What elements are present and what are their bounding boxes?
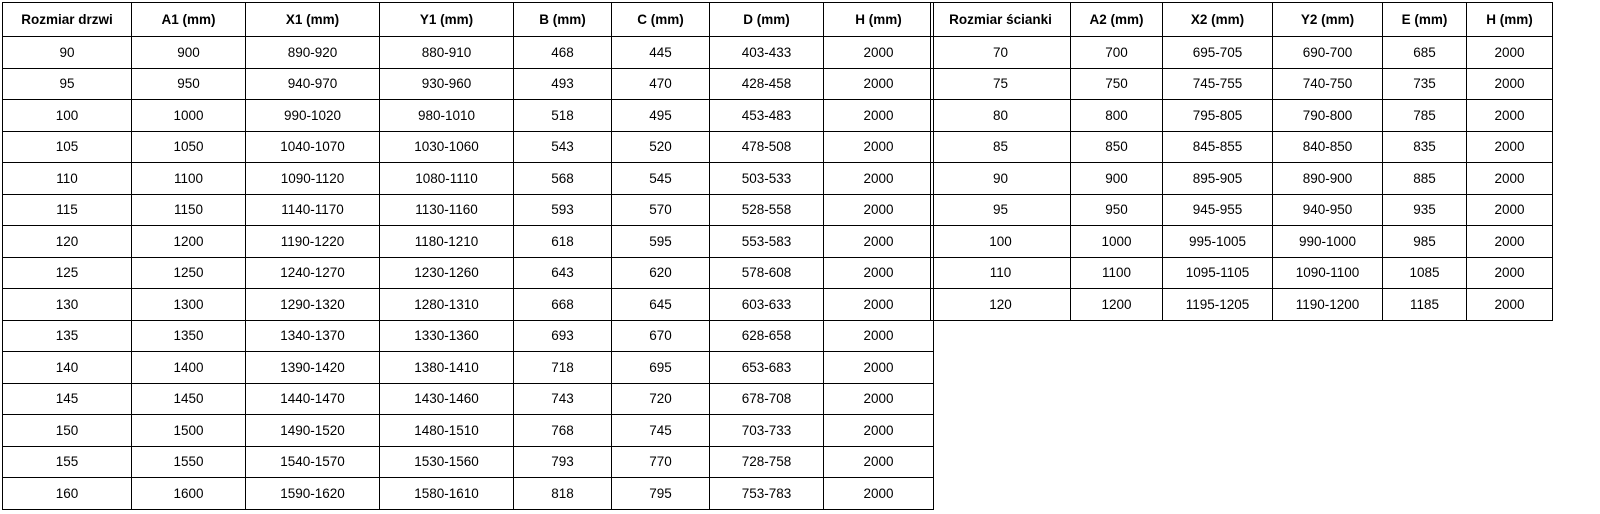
table-cell: 2000	[824, 383, 934, 415]
table-cell: 740-750	[1273, 68, 1383, 100]
table-cell: 110	[931, 257, 1071, 289]
table-cell: 520	[612, 131, 710, 163]
column-header: X1 (mm)	[246, 3, 380, 37]
table-cell: 1100	[132, 163, 246, 195]
table-row	[3, 37, 934, 69]
door-size-table	[2, 2, 934, 510]
table-cell: 603-633	[710, 289, 824, 321]
table-cell: 2000	[1467, 289, 1553, 321]
table-cell: 445	[612, 37, 710, 69]
table-row	[3, 68, 934, 100]
table-cell: 115	[3, 194, 132, 226]
table-cell: 1430-1460	[380, 383, 514, 415]
table-cell: 695	[612, 352, 710, 384]
table-cell: 793	[514, 446, 612, 478]
table-cell: 670	[612, 320, 710, 352]
table-cell: 1590-1620	[246, 478, 380, 510]
table-cell: 693	[514, 320, 612, 352]
table-cell: 80	[931, 100, 1071, 132]
table-cell: 95	[3, 68, 132, 100]
table-cell: 1090-1120	[246, 163, 380, 195]
table-cell: 1400	[132, 352, 246, 384]
table-cell: 745-755	[1163, 68, 1273, 100]
table-cell: 1480-1510	[380, 415, 514, 447]
table-cell: 795-805	[1163, 100, 1273, 132]
table-cell: 503-533	[710, 163, 824, 195]
table-row	[931, 289, 1553, 321]
table-cell: 850	[1071, 131, 1163, 163]
table-cell: 895-905	[1163, 163, 1273, 195]
table-cell: 403-433	[710, 37, 824, 69]
table-cell: 703-733	[710, 415, 824, 447]
table-cell: 835	[1383, 131, 1467, 163]
table-cell: 1530-1560	[380, 446, 514, 478]
table-cell: 2000	[824, 320, 934, 352]
table-cell: 90	[3, 37, 132, 69]
table-row	[3, 163, 934, 195]
table-cell: 595	[612, 226, 710, 258]
table-cell: 985	[1383, 226, 1467, 258]
table-row	[3, 289, 934, 321]
column-header: Rozmiar drzwi	[3, 3, 132, 37]
column-header: Rozmiar ścianki	[931, 3, 1071, 37]
table-cell: 1280-1310	[380, 289, 514, 321]
table-cell: 1100	[1071, 257, 1163, 289]
table-cell: 950	[1071, 194, 1163, 226]
table-cell: 745	[612, 415, 710, 447]
table-cell: 570	[612, 194, 710, 226]
table-cell: 2000	[1467, 163, 1553, 195]
table-cell: 728-758	[710, 446, 824, 478]
table-cell: 1190-1220	[246, 226, 380, 258]
table-header-row	[3, 3, 934, 37]
table-cell: 1250	[132, 257, 246, 289]
table-cell: 700	[1071, 37, 1163, 69]
table-row	[3, 415, 934, 447]
table-cell: 2000	[824, 226, 934, 258]
table-cell: 2000	[824, 100, 934, 132]
table-cell: 940-950	[1273, 194, 1383, 226]
table-cell: 493	[514, 68, 612, 100]
table-cell: 2000	[1467, 226, 1553, 258]
table-row	[931, 68, 1553, 100]
table-cell: 940-970	[246, 68, 380, 100]
table-cell: 160	[3, 478, 132, 510]
table-row	[931, 194, 1553, 226]
table-cell: 785	[1383, 100, 1467, 132]
table-cell: 995-1005	[1163, 226, 1273, 258]
table-cell: 568	[514, 163, 612, 195]
table-cell: 1550	[132, 446, 246, 478]
table-cell: 100	[931, 226, 1071, 258]
table-row	[931, 37, 1553, 69]
table-cell: 1450	[132, 383, 246, 415]
table-cell: 1150	[132, 194, 246, 226]
table-cell: 668	[514, 289, 612, 321]
table-row	[3, 478, 934, 510]
table-cell: 553-583	[710, 226, 824, 258]
table-cell: 2000	[824, 446, 934, 478]
table-cell: 900	[1071, 163, 1163, 195]
table-cell: 120	[3, 226, 132, 258]
table-cell: 1130-1160	[380, 194, 514, 226]
table-cell: 980-1010	[380, 100, 514, 132]
table-cell: 818	[514, 478, 612, 510]
table-cell: 653-683	[710, 352, 824, 384]
table-cell: 2000	[824, 163, 934, 195]
table-cell: 2000	[824, 194, 934, 226]
table-cell: 720	[612, 383, 710, 415]
column-header: B (mm)	[514, 3, 612, 37]
table-cell: 2000	[824, 289, 934, 321]
table-cell: 130	[3, 289, 132, 321]
column-header: A2 (mm)	[1071, 3, 1163, 37]
table-cell: 685	[1383, 37, 1467, 69]
table-cell: 800	[1071, 100, 1163, 132]
table-cell: 1300	[132, 289, 246, 321]
table-cell: 468	[514, 37, 612, 69]
table-cell: 1040-1070	[246, 131, 380, 163]
table-cell: 1200	[132, 226, 246, 258]
table-cell: 620	[612, 257, 710, 289]
table-cell: 105	[3, 131, 132, 163]
table-row	[3, 383, 934, 415]
table-cell: 1600	[132, 478, 246, 510]
table-cell: 753-783	[710, 478, 824, 510]
table-cell: 718	[514, 352, 612, 384]
column-header: H (mm)	[1467, 3, 1553, 37]
table-cell: 518	[514, 100, 612, 132]
column-header: H (mm)	[824, 3, 934, 37]
table-cell: 1500	[132, 415, 246, 447]
column-header: Y2 (mm)	[1273, 3, 1383, 37]
table-cell: 2000	[1467, 68, 1553, 100]
table-row	[3, 226, 934, 258]
table-body	[931, 37, 1553, 321]
table-cell: 643	[514, 257, 612, 289]
table-cell: 770	[612, 446, 710, 478]
table-cell: 735	[1383, 68, 1467, 100]
table-cell: 478-508	[710, 131, 824, 163]
table-cell: 1190-1200	[1273, 289, 1383, 321]
table-row	[3, 352, 934, 384]
table-cell: 990-1000	[1273, 226, 1383, 258]
table-cell: 1030-1060	[380, 131, 514, 163]
table-cell: 743	[514, 383, 612, 415]
table-cell: 120	[931, 289, 1071, 321]
table-cell: 110	[3, 163, 132, 195]
table-row	[931, 257, 1553, 289]
table-cell: 90	[931, 163, 1071, 195]
table-cell: 578-608	[710, 257, 824, 289]
column-header: E (mm)	[1383, 3, 1467, 37]
table-cell: 453-483	[710, 100, 824, 132]
table-cell: 75	[931, 68, 1071, 100]
table-cell: 545	[612, 163, 710, 195]
table-cell: 1580-1610	[380, 478, 514, 510]
table-cell: 2000	[824, 68, 934, 100]
table-cell: 840-850	[1273, 131, 1383, 163]
table-cell: 1540-1570	[246, 446, 380, 478]
table-cell: 695-705	[1163, 37, 1273, 69]
table-cell: 768	[514, 415, 612, 447]
table-cell: 528-558	[710, 194, 824, 226]
table-cell: 935	[1383, 194, 1467, 226]
column-header: D (mm)	[710, 3, 824, 37]
table-cell: 125	[3, 257, 132, 289]
table-cell: 1195-1205	[1163, 289, 1273, 321]
table-cell: 1200	[1071, 289, 1163, 321]
table-cell: 645	[612, 289, 710, 321]
table-cell: 1490-1520	[246, 415, 380, 447]
table-cell: 2000	[1467, 37, 1553, 69]
table-cell: 1185	[1383, 289, 1467, 321]
wall-size-table	[930, 2, 1553, 321]
table-cell: 1390-1420	[246, 352, 380, 384]
table-cell: 2000	[824, 131, 934, 163]
table-cell: 880-910	[380, 37, 514, 69]
table-row	[3, 194, 934, 226]
table-body	[3, 37, 934, 510]
table-cell: 628-658	[710, 320, 824, 352]
table-cell: 2000	[824, 478, 934, 510]
table-cell: 2000	[824, 415, 934, 447]
table-cell: 1000	[1071, 226, 1163, 258]
table-header-row	[931, 3, 1553, 37]
table-cell: 145	[3, 383, 132, 415]
table-cell: 750	[1071, 68, 1163, 100]
table-cell: 100	[3, 100, 132, 132]
table-row	[3, 100, 934, 132]
table-cell: 70	[931, 37, 1071, 69]
table-row	[931, 131, 1553, 163]
table-cell: 845-855	[1163, 131, 1273, 163]
column-header: C (mm)	[612, 3, 710, 37]
table-cell: 618	[514, 226, 612, 258]
table-cell: 1240-1270	[246, 257, 380, 289]
table-cell: 930-960	[380, 68, 514, 100]
table-cell: 495	[612, 100, 710, 132]
table-cell: 428-458	[710, 68, 824, 100]
table-cell: 678-708	[710, 383, 824, 415]
table-cell: 1330-1360	[380, 320, 514, 352]
table-cell: 1090-1100	[1273, 257, 1383, 289]
table-cell: 1085	[1383, 257, 1467, 289]
table-cell: 1180-1210	[380, 226, 514, 258]
table-cell: 990-1020	[246, 100, 380, 132]
table-cell: 2000	[824, 37, 934, 69]
table-row	[931, 226, 1553, 258]
table-cell: 885	[1383, 163, 1467, 195]
table-cell: 1380-1410	[380, 352, 514, 384]
table-cell: 95	[931, 194, 1071, 226]
table-cell: 2000	[824, 257, 934, 289]
table-cell: 2000	[1467, 131, 1553, 163]
table-cell: 1290-1320	[246, 289, 380, 321]
column-header: X2 (mm)	[1163, 3, 1273, 37]
table-row	[931, 163, 1553, 195]
table-cell: 890-900	[1273, 163, 1383, 195]
table-cell: 593	[514, 194, 612, 226]
table-row	[3, 320, 934, 352]
table-cell: 2000	[1467, 194, 1553, 226]
table-cell: 2000	[1467, 257, 1553, 289]
table-row	[3, 131, 934, 163]
table-cell: 1095-1105	[1163, 257, 1273, 289]
table-cell: 85	[931, 131, 1071, 163]
table-cell: 150	[3, 415, 132, 447]
table-cell: 1350	[132, 320, 246, 352]
table-cell: 900	[132, 37, 246, 69]
table-cell: 690-700	[1273, 37, 1383, 69]
table-cell: 1050	[132, 131, 246, 163]
table-cell: 890-920	[246, 37, 380, 69]
table-cell: 1080-1110	[380, 163, 514, 195]
table-row	[931, 100, 1553, 132]
table-row	[3, 446, 934, 478]
table-cell: 155	[3, 446, 132, 478]
table-cell: 543	[514, 131, 612, 163]
table-cell: 1230-1260	[380, 257, 514, 289]
table-cell: 135	[3, 320, 132, 352]
table-cell: 1440-1470	[246, 383, 380, 415]
table-cell: 140	[3, 352, 132, 384]
table-cell: 470	[612, 68, 710, 100]
table-cell: 790-800	[1273, 100, 1383, 132]
table-cell: 2000	[824, 352, 934, 384]
table-row	[3, 257, 934, 289]
table-cell: 1000	[132, 100, 246, 132]
table-cell: 1140-1170	[246, 194, 380, 226]
table-cell: 950	[132, 68, 246, 100]
column-header: Y1 (mm)	[380, 3, 514, 37]
table-cell: 795	[612, 478, 710, 510]
table-cell: 2000	[1467, 100, 1553, 132]
table-cell: 945-955	[1163, 194, 1273, 226]
table-cell: 1340-1370	[246, 320, 380, 352]
column-header: A1 (mm)	[132, 3, 246, 37]
